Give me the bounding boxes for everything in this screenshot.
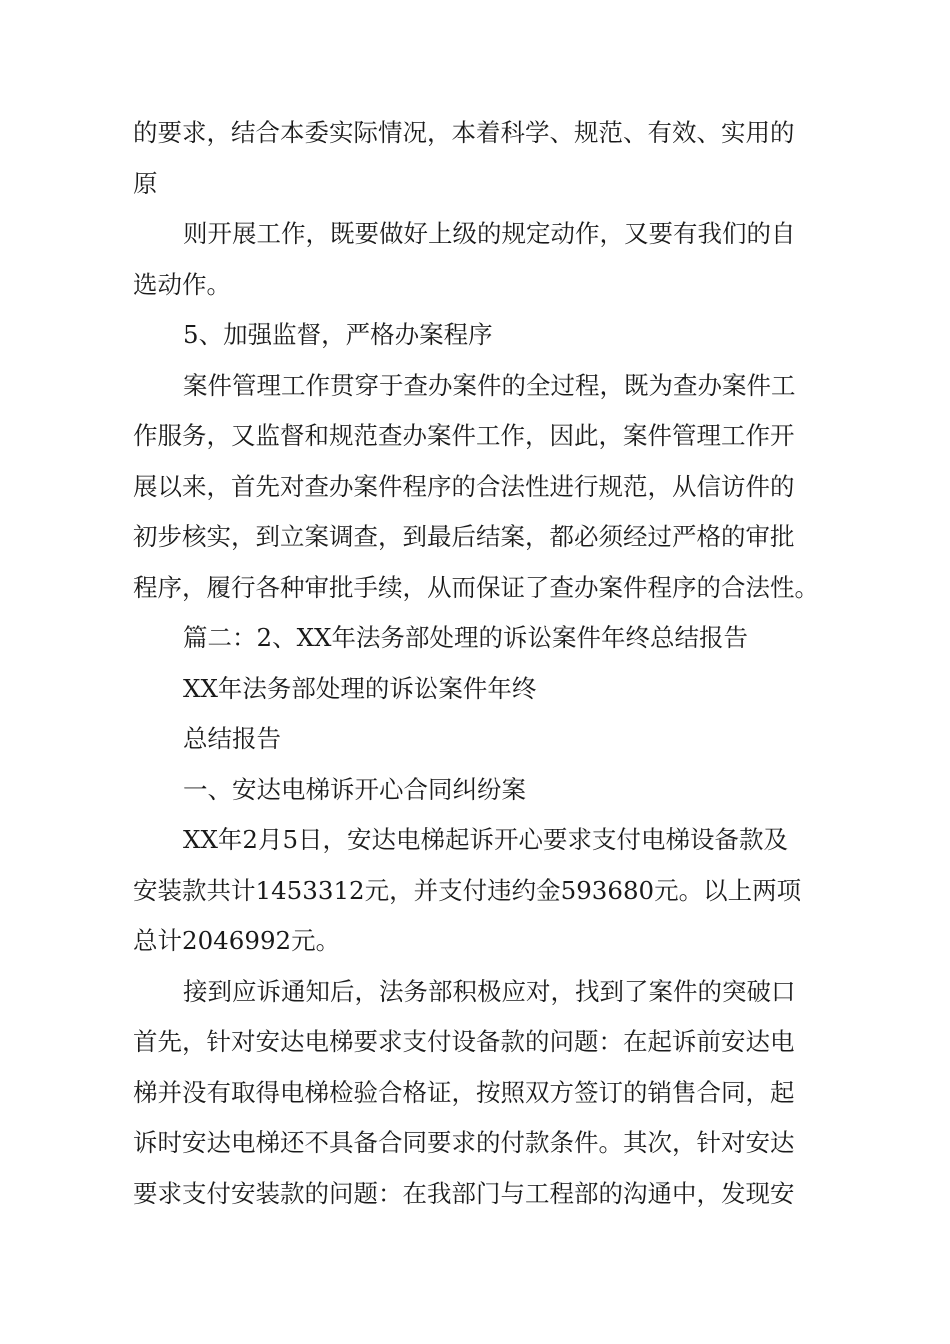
text-line-19: 首先，针对安达电梯要求支付设备款的问题：在起诉前安达电 bbox=[133, 1027, 795, 1056]
case-heading-1: 一、安达电梯诉开心合同纠纷案 bbox=[183, 774, 526, 804]
text-line-10: 程序，履行各种审批手续，从而保证了查办案件程序的合法性。 bbox=[133, 572, 819, 602]
text-line-16: 安装款共计1453312元，并支付违约金593680元。以上两项 bbox=[133, 875, 802, 905]
section-heading-5: 5、加强监督，严格办案程序 bbox=[183, 320, 493, 349]
text-line-2: 原 bbox=[133, 168, 158, 198]
text-line-18: 接到应诉通知后，法务部积极应对，找到了案件的突破口 bbox=[183, 976, 796, 1006]
report-title-line-1: XX年法务部处理的诉讼案件年终 bbox=[183, 673, 537, 703]
text-line-9: 初步核实，到立案调查，到最后结案，都必须经过严格的审批 bbox=[133, 522, 795, 551]
text-line-4: 选动作。 bbox=[133, 269, 231, 299]
text-line-3: 则开展工作，既要做好上级的规定动作，又要有我们的自 bbox=[183, 219, 796, 248]
chapter-heading: 篇二：2、XX年法务部处理的诉讼案件年终总结报告 bbox=[183, 623, 748, 652]
document-body bbox=[133, 108, 833, 1219]
text-line-17: 总计2046992元。 bbox=[133, 926, 341, 955]
text-line-21: 诉时安达电梯还不具备合同要求的付款条件。其次，针对安达 bbox=[133, 1128, 795, 1157]
text-line-6: 案件管理工作贯穿于查办案件的全过程，既为查办案件工 bbox=[183, 370, 796, 400]
text-line-8: 展以来，首先对查办案件程序的合法性进行规范，从信访件的 bbox=[133, 471, 795, 501]
text-line-7: 作服务，又监督和规范查办案件工作，因此，案件管理工作开 bbox=[133, 421, 795, 450]
text-line-1: 的要求，结合本委实际情况，本着科学、规范、有效、实用的 bbox=[133, 118, 795, 147]
text-line-20: 梯并没有取得电梯检验合格证，按照双方签订的销售合同，起 bbox=[133, 1077, 795, 1107]
text-line-15: XX年2月5日，安达电梯起诉开心要求支付电梯设备款及 bbox=[183, 825, 789, 854]
text-line-22: 要求支付安装款的问题：在我部门与工程部的沟通中，发现安 bbox=[133, 1178, 795, 1208]
report-title-line-2: 总结报告 bbox=[183, 724, 281, 753]
